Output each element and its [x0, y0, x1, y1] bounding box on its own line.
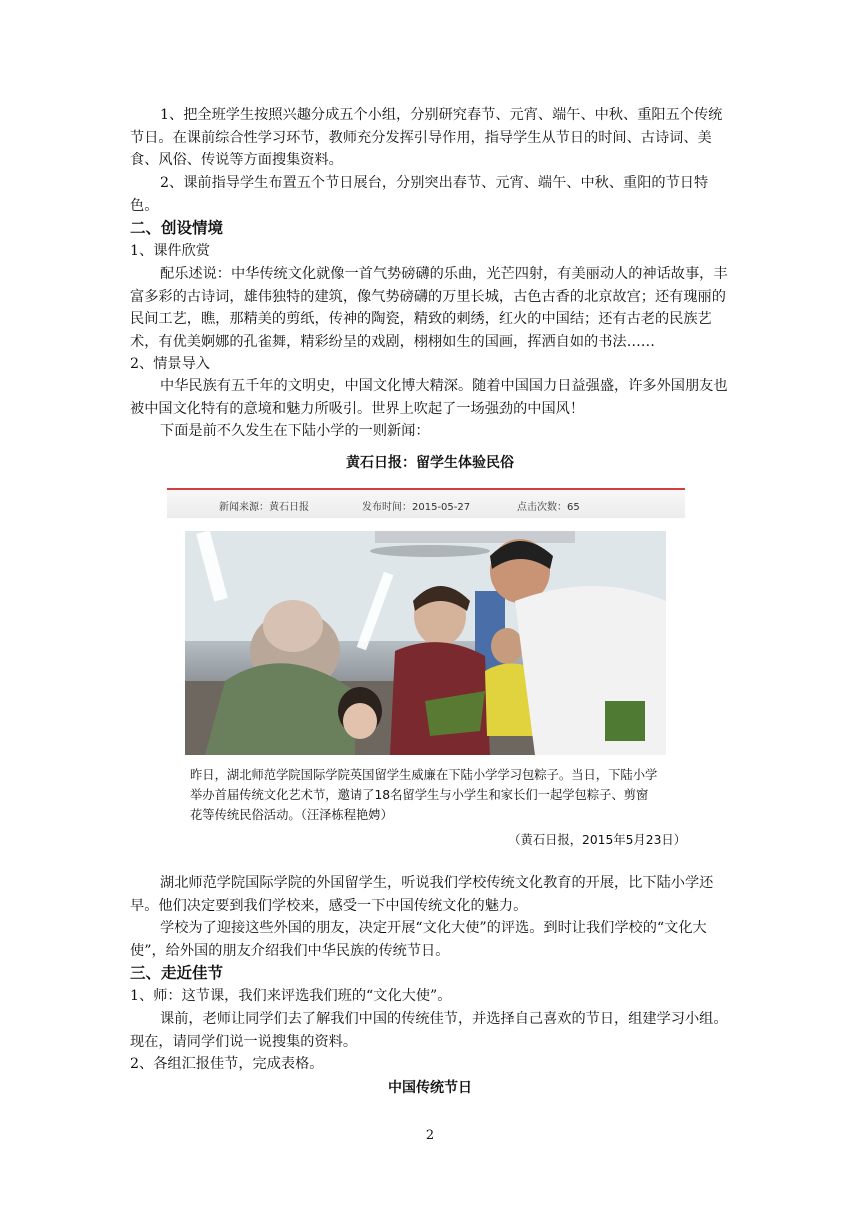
news-citation: （黄石日报，2015年5月23日） [508, 833, 686, 847]
prep-paragraph-1: 1、把全班学生按照兴趣分成五个小组，分别研究春节、元宵、端午、中秋、重阳五个传统节日。在课前综合性学习环节，教师充分发挥引导作用，指导学生从节日的时间、古诗词、美食、风俗、传说等方面搜集资料。 [130, 107, 723, 168]
prep-paragraph-2: 2、课前指导学生布置五个节日展台，分别突出春节、元宵、端午、中秋、重阳的节日特色。 [130, 175, 709, 214]
list-item-courseware: 1、课件欣赏 [130, 243, 210, 259]
intro-paragraph: 中华民族有五千年的文明史，中国文化博大精深。随着中国国力日益强盛，许多外国朋友也被中国文化特有的意境和魅力所吸引。世界上吹起了一场强劲的中国风！ [130, 378, 728, 417]
after-news-paragraph-2: 学校为了迎接这些外国的朋友，决定开展“文化大使”的评选。到时让我们学校的“文化大使”，给外国的朋友介绍我们中华民族的传统节日。 [130, 920, 707, 959]
section-heading-2: 二、创设情境 [130, 219, 224, 237]
pre-class-paragraph: 课前，老师让同学们去了解我们中国的传统佳节，并选择自己喜欢的节日，组建学习小组。现在，请同学们说一说搜集的资料。 [130, 1011, 728, 1050]
news-source: 新闻来源：黄石日报 [219, 502, 309, 513]
news-photo [185, 531, 666, 755]
after-news-paragraph-1: 湖北师范学院国际学院的外国留学生，听说我们学校传统文化教育的开展，比下陆小学还早。他们决定要到我们学校来，感受一下中国传统文化的魅力。 [130, 875, 714, 914]
news-intro-paragraph: 下面是前不久发生在下陆小学的一则新闻： [160, 423, 430, 439]
page-number: 2 [425, 1128, 435, 1143]
news-photo-illustration [185, 531, 666, 755]
narration-paragraph: 配乐述说：中华传统文化就像一首气势磅礴的乐曲，光芒四射，有美丽动人的神话故事，丰富多彩的古诗词，雄伟独特的建筑，像气势磅礴的万里长城，古色古香的北京故宫；还有瑰丽的民间工艺，瞧，那精美的剪纸，传神的陶瓷，精致的刺绣，红火的中国结；还有古老的民族艺术，有优美婀娜的孔雀舞，精彩纷呈的戏剧，栩栩如生的国画，挥洒自如的书法…… [130, 266, 728, 350]
news-title: 黄石日报：留学生体验民俗 [346, 455, 514, 471]
list-item-report: 2、各组汇报佳节，完成表格。 [130, 1056, 324, 1072]
news-meta-bar [167, 488, 685, 518]
news-date: 发布时间：2015-05-27 [362, 502, 471, 513]
photo-caption: 昨日，湖北师范学院国际学院英国留学生威廉在下陆小学学习包粽子。当日，下陆小学举办首届传统文化艺术节，邀请了18名留学生与小学生和家长们一起学包粽子、剪窗花等传统民俗活动。（汪泽栋程艳娉） [190, 768, 658, 822]
section-heading-3: 三、走近佳节 [130, 964, 224, 982]
list-item-teacher: 1、师：这节课，我们来评选我们班的“文化大使”。 [130, 988, 452, 1004]
list-item-scenario: 2、情景导入 [130, 356, 210, 372]
table-title: 中国传统节日 [388, 1080, 472, 1096]
news-clicks: 点击次数：65 [517, 502, 580, 513]
